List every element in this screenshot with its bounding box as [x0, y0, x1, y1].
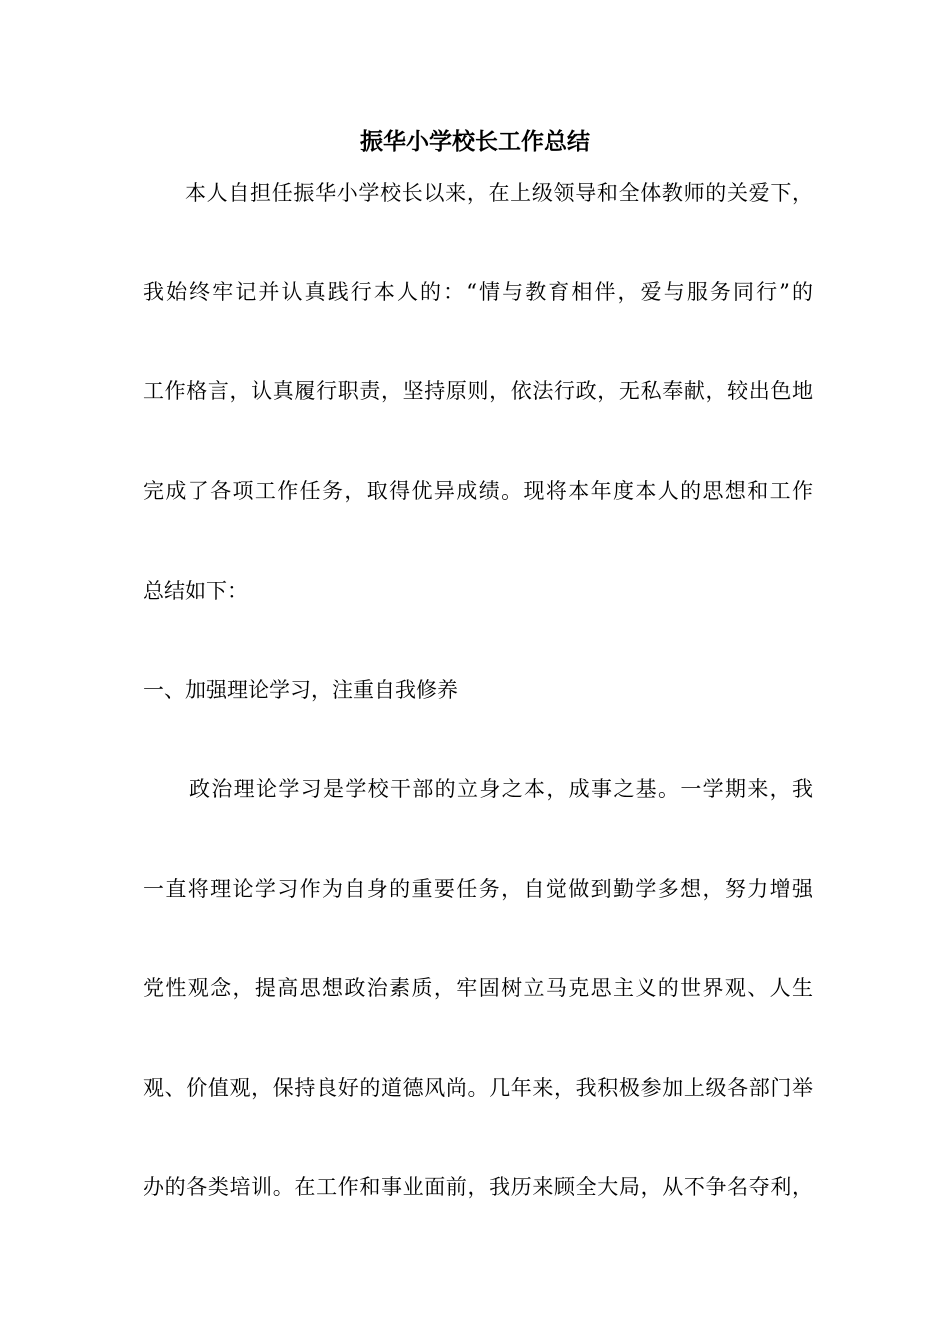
paragraph-line: 我始终牢记并认真践行本人的：“情与教育相伴，爱与服务同行”的 [143, 280, 813, 304]
paragraph-line: 观、价值观，保持良好的道德风尚。几年来，我积极参加上级各部门举 [143, 1076, 813, 1100]
paragraph-line: 总结如下： [143, 579, 248, 603]
paragraph-line: 办的各类培训。在工作和事业面前，我历来顾全大局，从不争名夺利， [143, 1175, 813, 1199]
paragraph-line: 工作格言，认真履行职责，坚持原则，依法行政，无私奉献，较出色地 [143, 379, 813, 403]
paragraph-line: 本人自担任振华小学校长以来，在上级领导和全体教师的关爱下， [185, 181, 813, 205]
paragraph-line: 党性观念，提高思想政治素质，牢固树立马克思主义的世界观、人生 [143, 976, 813, 1000]
paragraph-line: 完成了各项工作任务，取得优异成绩。现将本年度本人的思想和工作 [143, 479, 813, 503]
section-heading: 一、加强理论学习，注重自我修养 [143, 678, 458, 702]
document-title: 振华小学校长工作总结 [360, 128, 590, 155]
paragraph-line: 政治理论学习是学校干部的立身之本，成事之基。一学期来，我 [189, 777, 813, 801]
paragraph-line: 一直将理论学习作为自身的重要任务，自觉做到勤学多想，努力增强 [143, 877, 813, 901]
